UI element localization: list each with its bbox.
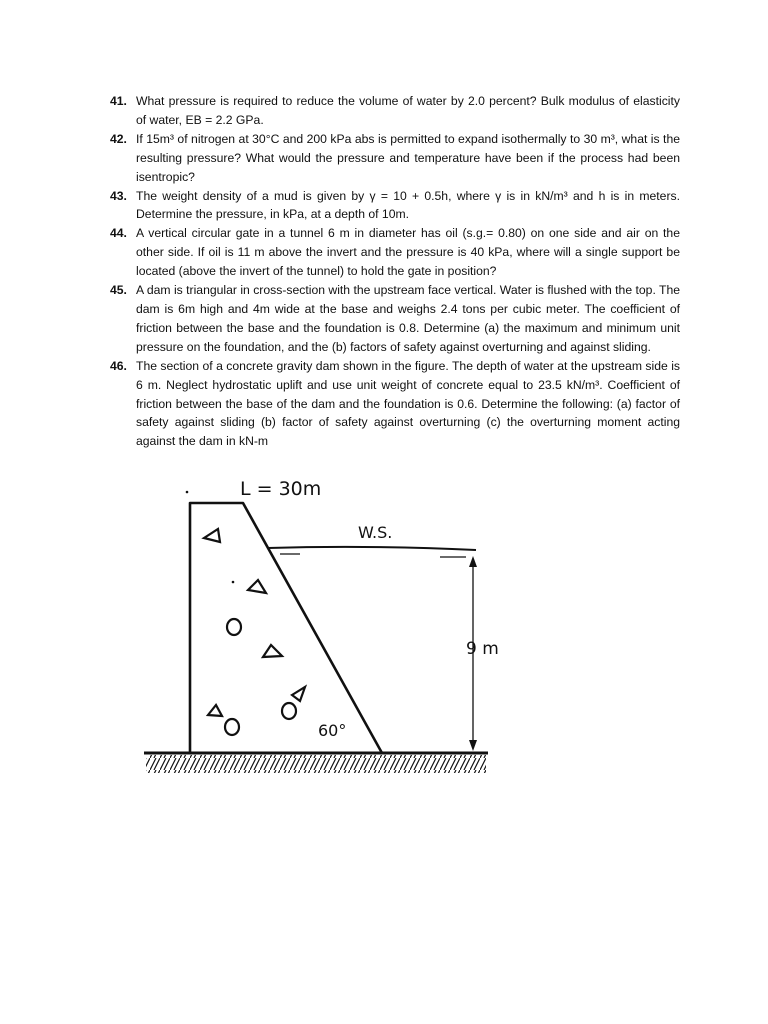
problem-46 [110,357,680,452]
problem-text: If 15m³ of nitrogen at 30°C and 200 kPa abs is permitted to expand isothermally to 30 m³, what is the resulting pressure? What would the pressure and temperature have been if the process had been isentropic? [136,131,680,184]
dam-figure [140,470,500,780]
problem-number: 45. [110,283,127,298]
problem-text: The section of a concrete gravity dam shown in the figure. The depth of water at the upstream side is 6 m. Neglect hydrostatic uplift and use unit weight of concrete equal to 23.5 kN/m³. Coefficient of friction between the base of the dam and the foundation is 0.6. Determine the following: (a) factor of safety against sliding (b) factor of safety against overturning (c) the overturning moment acting against the dam in kN-m [136,358,680,449]
aggregate-triangle [292,687,305,701]
water-depth-label: 9 m [466,639,499,659]
problem-text: What pressure is required to reduce the volume of water by 2.0 percent? Bulk modulus of elasticity of water, EB = 2.2 GPa. [136,94,680,127]
ground-hatching [146,755,486,773]
problem-list [110,92,680,451]
problem-number: 43. [110,188,127,203]
problem-44 [110,224,680,281]
problem-41 [110,92,680,130]
problem-45 [110,281,680,357]
aggregate-triangle [248,580,266,593]
crest-length-label: L = 30m [240,478,322,500]
problem-text: The weight density of a mud is given by γ = 10 + 0.5h, where γ is in kN/m³ and h is in meters. Determine the pressure, in kPa, at a depth of 10m. [136,188,680,222]
water-surface-label: W.S. [358,523,393,542]
problem-number: 42. [110,131,127,146]
problem-text: A vertical circular gate in a tunnel 6 m in diameter has oil (s.g.= 0.80) on one side and air on the other side. If oil is 11 m above the invert and the pressure is 40 kPa, where will a single support be located (above the invert of the tunnel) to hold the gate in position? [136,226,680,279]
depth-arrow-bottom [469,740,477,751]
angle-label: 60° [318,721,347,740]
aggregate-triangle [204,529,220,542]
problem-number: 44. [110,226,127,241]
aggregate-circle [227,619,241,635]
aggregate-circle [225,719,239,735]
problem-42 [110,130,680,187]
depth-arrow-top [469,556,477,567]
water-surface-line [268,547,476,550]
problem-43 [110,187,680,225]
aggregate-triangle [208,705,222,716]
aggregate-triangle [263,645,282,657]
aggregate-dot [232,581,235,584]
problem-number: 46. [110,358,127,373]
aggregate-circle [282,703,296,719]
problem-number: 41. [110,94,127,108]
aggregate-dot [186,491,189,494]
problem-text: A dam is triangular in cross-section with the upstream face vertical. Water is flushed with the top. The dam is 6m high and 4m wide at the base and weighs 2.4 tons per cubic meter. The coefficient of friction between the base and the foundation is 0.8. Determine (a) the maximum and minimum unit pressure on the foundation, and the (b) factors of safety against overturning and against sliding. [136,283,680,354]
